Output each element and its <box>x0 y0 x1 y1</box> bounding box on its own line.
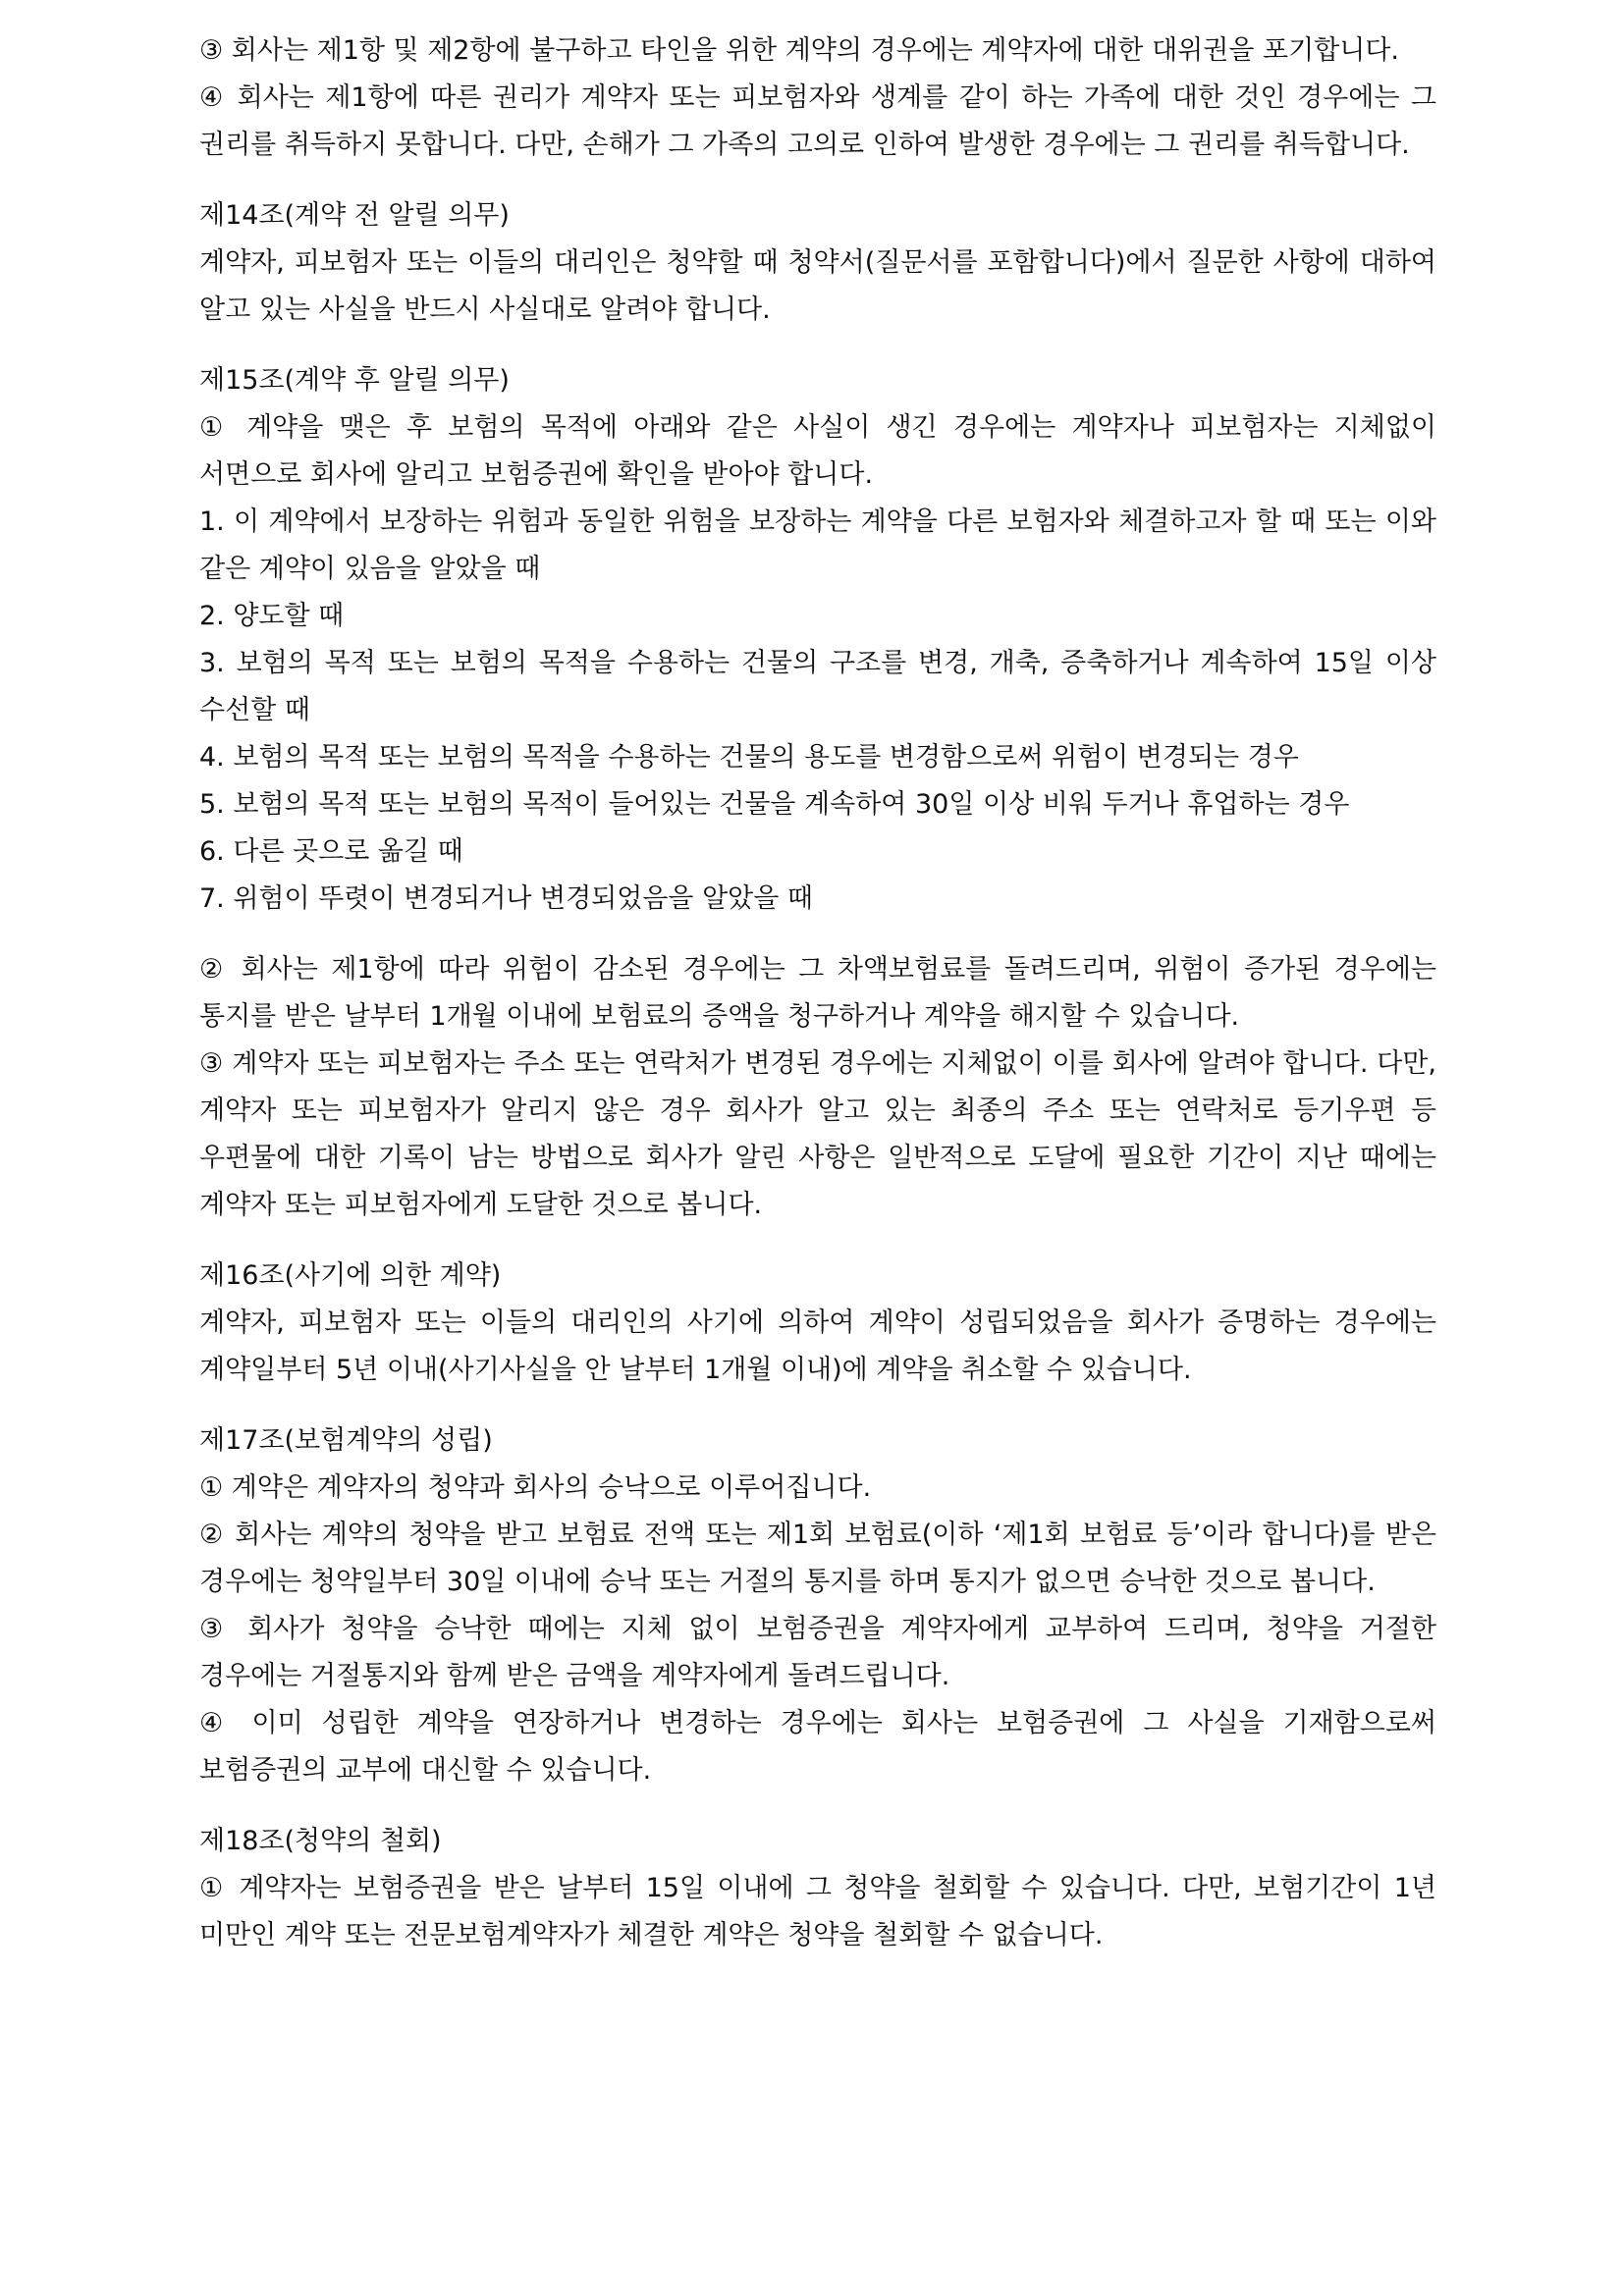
list-item: 5. 보험의 목적 또는 보험의 목적이 들어있는 건물을 계속하여 30일 이상 비워 두거나 휴업하는 경우 <box>199 789 1350 820</box>
paragraph: ③ 계약자 또는 피보험자는 주소 또는 연락처가 변경된 경우에는 지체없이 이를 회사에 알려야 합니다. 다만, 계약자 또는 피보험자가 알리지 않은 경우 회사가 알고 있는 최종의 주소 또는 연락처로 등기우편 등 우편물에 대한 기록이 남는 방법으로 회사가 알린 사항은 일반적으로 도달에 필요한 기간이 지난 때에는 계약자 또는 피보험자에게 도달한 것으로 봅니다. <box>199 1048 1436 1220</box>
paragraph: ② 회사는 계약의 청약을 받고 보험료 전액 또는 제1회 보험료(이하 ‘제1회 보험료 등’이라 합니다)를 받은 경우에는 청약일부터 30일 이내에 승낙 또는 거절의 통지를 하며 통지가 없으면 승낙한 것으로 봅니다. <box>199 1520 1436 1597</box>
article-heading: 제17조(보험계약의 성립) <box>199 1425 493 1456</box>
paragraph: 계약자, 피보험자 또는 이들의 대리인은 청약할 때 청약서(질문서를 포함합니다)에서 질문한 사항에 대하여 알고 있는 사실을 반드시 사실대로 알려야 합니다. <box>199 247 1436 325</box>
section-article-18 <box>199 1818 1436 1959</box>
section-article-17 <box>199 1417 1436 1794</box>
section-article-15 <box>199 357 1436 923</box>
paragraph: ③ 회사가 청약을 승낙한 때에는 지체 없이 보험증권을 계약자에게 교부하여 드리며, 청약을 거절한 경우에는 거절통지와 함께 받은 금액을 계약자에게 돌려드립니다. <box>199 1614 1436 1691</box>
list-item: 2. 양도할 때 <box>199 601 345 631</box>
article-heading: 제16조(사기에 의한 계약) <box>199 1260 502 1291</box>
section-article-15-continued <box>199 946 1436 1229</box>
list-item: 1. 이 계약에서 보장하는 위험과 동일한 위험을 보장하는 계약을 다른 보험자와 체결하고자 할 때 또는 이와 같은 계약이 있음을 알았을 때 <box>199 507 1436 584</box>
paragraph: 계약자, 피보험자 또는 이들의 대리인의 사기에 의하여 계약이 성립되었음을 회사가 증명하는 경우에는 계약일부터 5년 이내(사기사실을 안 날부터 1개월 이내)에 계약을 취소할 수 있습니다. <box>199 1308 1436 1385</box>
paragraph: ④ 이미 성립한 계약을 연장하거나 변경하는 경우에는 회사는 보험증권에 그 사실을 기재함으로써 보험증권의 교부에 대신할 수 있습니다. <box>199 1708 1436 1786</box>
list-item: 4. 보험의 목적 또는 보험의 목적을 수용하는 건물의 용도를 변경함으로써 위험이 변경되는 경우 <box>199 742 1299 773</box>
paragraph: ① 계약은 계약자의 청약과 회사의 승낙으로 이루어집니다. <box>199 1472 872 1503</box>
list-item: 7. 위험이 뚜렷이 변경되거나 변경되었음을 알았을 때 <box>199 883 813 914</box>
paragraph: ② 회사는 제1항에 따라 위험이 감소된 경우에는 그 차액보험료를 돌려드리며, 위험이 증가된 경우에는 통지를 받은 날부터 1개월 이내에 보험료의 증액을 청구하거나 계약을 해지할 수 있습니다. <box>199 954 1436 1032</box>
list-item: 3. 보험의 목적 또는 보험의 목적을 수용하는 건물의 구조를 변경, 개축, 증축하거나 계속하여 15일 이상 수선할 때 <box>199 648 1436 725</box>
section-article-16 <box>199 1253 1436 1394</box>
paragraph: ④ 회사는 제1항에 따른 권리가 계약자 또는 피보험자와 생계를 같이 하는 가족에 대한 것인 경우에는 그 권리를 취득하지 못합니다. 다만, 손해가 그 가족의 고의로 인하여 발생한 경우에는 그 권리를 취득합니다. <box>199 82 1436 160</box>
document-page <box>199 27 1436 1959</box>
article-heading: 제14조(계약 전 알릴 의무) <box>199 200 510 231</box>
paragraph: ① 계약자는 보험증권을 받은 날부터 15일 이내에 그 청약을 철회할 수 있습니다. 다만, 보험기간이 1년 미만인 계약 또는 전문보험계약자가 체결한 계약은 청약을 철회할 수 없습니다. <box>199 1873 1436 1950</box>
list-item: 6. 다른 곳으로 옮길 때 <box>199 836 463 867</box>
paragraph: ③ 회사는 제1항 및 제2항에 불구하고 타인을 위한 계약의 경우에는 계약자에 대한 대위권을 포기합니다. <box>199 35 1399 66</box>
article-heading: 제18조(청약의 철회) <box>199 1826 442 1856</box>
paragraph: ① 계약을 맺은 후 보험의 목적에 아래와 같은 사실이 생긴 경우에는 계약자나 피보험자는 지체없이 서면으로 회사에 알리고 보험증권에 확인을 받아야 합니다. <box>199 412 1436 490</box>
section-subrogation-continued <box>199 27 1436 169</box>
article-heading: 제15조(계약 후 알릴 의무) <box>199 365 510 396</box>
section-article-14 <box>199 192 1436 334</box>
